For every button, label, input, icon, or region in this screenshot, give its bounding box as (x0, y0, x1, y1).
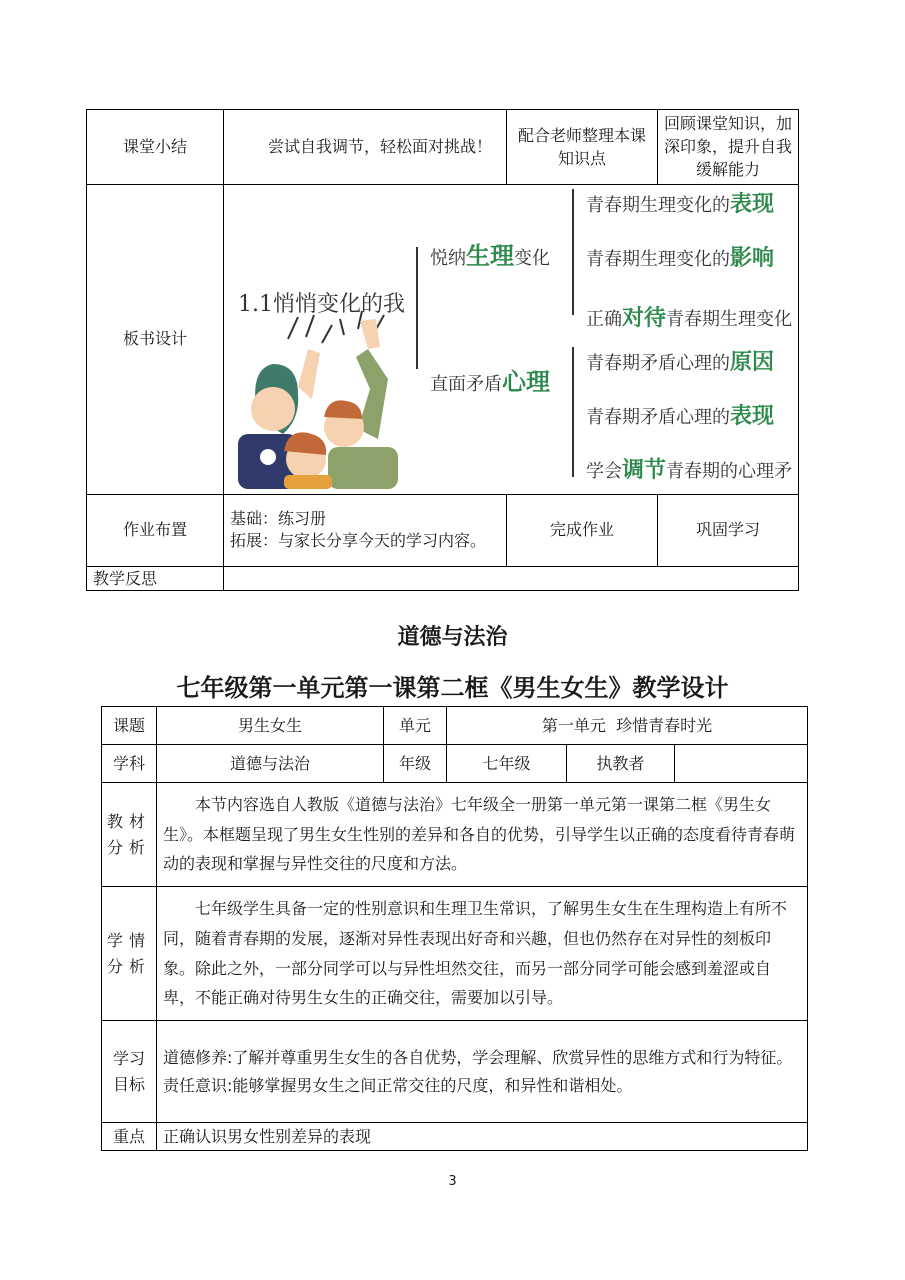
board-branch-physiology: 悦纳生理变化 (430, 241, 550, 271)
reflection-label: 教学反思 (87, 566, 224, 590)
subject-heading: 道德与法治 (397, 625, 508, 650)
homework-row (87, 494, 799, 566)
reflection-row (87, 566, 799, 590)
subject-value: 道德与法治 (157, 745, 384, 783)
students-analysis: 七年级学生具备一定的性别意识和生理卫生常识，了解男生女生在生理构造上有所不同，随着青春期的发展，逐渐对异性表现出好奇和兴趣，但也仍然存在对异性的刻板印象。除此之外，一部分同学可以与异性坦然交往，而另一部分同学可能会感到羞涩或自卑，不能正确对待男生女生的正确交往，需要加以引导。 (157, 887, 808, 1021)
summary-purpose: 回顾课堂知识，加深印象，提升自我缓解能力 (658, 110, 799, 185)
materials-row (102, 783, 808, 887)
homework-student-activity: 完成作业 (507, 494, 658, 566)
goals-row (102, 1021, 808, 1123)
key-content: 正确认识男女性别差异的表现 (157, 1123, 808, 1151)
board-item-4: 青春期矛盾心理的原因 (586, 349, 775, 376)
info-row-2 (102, 745, 808, 783)
subject-label: 学科 (102, 745, 157, 783)
key-row (102, 1123, 808, 1151)
students-cheering-illustration (228, 309, 418, 489)
summary-content: 尝试自我调节，轻松面对挑战！ (224, 110, 507, 185)
board-row (87, 184, 799, 494)
homework-basic: 基础：练习册 (230, 509, 327, 529)
summary-row (87, 110, 799, 185)
lesson-plan-table-2 (101, 706, 808, 1151)
topic-value: 男生女生 (157, 707, 384, 745)
goal-moral: 道德修养:了解并尊重男生女生的各自优势，学会理解、欣赏异性的思维方式和行为特征。 (163, 1047, 793, 1067)
board-item-2: 青春期生理变化的影响 (586, 245, 775, 272)
board-bracket-physiology (572, 189, 574, 315)
board-item-6: 学会调节青春期的心理矛 (586, 457, 793, 484)
lesson-title: 七年级第一单元第一课第二框《男生女生》教学设计 (176, 674, 729, 702)
homework-label: 作业布置 (87, 494, 224, 566)
board-item-1: 青春期生理变化的表现 (586, 191, 775, 218)
board-item-5: 青春期矛盾心理的表现 (586, 403, 775, 430)
materials-analysis: 本节内容选自人教版《道德与法治》七年级全一册第一单元第一课第二框《男生女生》。本框题呈现了男生女生性别的差异和各自的优势，引导学生以正确的态度看待青春萌动的表现和掌握与异性交往的尺度和方法。 (157, 783, 808, 887)
students-label: 学情 分析 (102, 887, 157, 1021)
board-diagram (224, 185, 798, 493)
homework-extend: 拓展：与家长分享今天的学习内容。 (230, 531, 487, 551)
info-row-1 (102, 707, 808, 745)
unit-value: 第一单元 珍惜青春时光 (447, 707, 808, 745)
teacher-value (675, 745, 808, 783)
summary-label: 课堂小结 (87, 110, 224, 185)
students-row (102, 887, 808, 1021)
goals-content (157, 1021, 808, 1123)
reflection-value (224, 566, 799, 590)
lesson-plan-table-1 (86, 109, 799, 591)
teacher-label: 执教者 (567, 745, 675, 783)
materials-label: 教材 分析 (102, 783, 157, 887)
goals-label: 学习 目标 (102, 1021, 157, 1123)
goal-responsibility: 责任意识:能够掌握男女生之间正常交往的尺度，和异性和谐相处。 (163, 1075, 633, 1095)
unit-label: 单元 (384, 707, 447, 745)
homework-content (224, 494, 507, 566)
board-bracket-main (416, 247, 418, 369)
board-label: 板书设计 (87, 184, 224, 494)
grade-label: 年级 (384, 745, 447, 783)
grade-value: 七年级 (447, 745, 567, 783)
key-label: 重点 (102, 1123, 157, 1151)
board-branch-psychology: 直面矛盾心理 (430, 367, 550, 397)
summary-student-activity: 配合老师整理本课知识点 (507, 110, 658, 185)
board-item-3: 正确对待青春期生理变化 (586, 305, 793, 332)
board-title: 1.1悄悄变化的我 (238, 292, 405, 318)
topic-label: 课题 (102, 707, 157, 745)
homework-purpose: 巩固学习 (658, 494, 799, 566)
board-bracket-psychology (572, 347, 574, 477)
page-number: 3 (448, 1174, 457, 1189)
board-design-cell (224, 184, 799, 494)
